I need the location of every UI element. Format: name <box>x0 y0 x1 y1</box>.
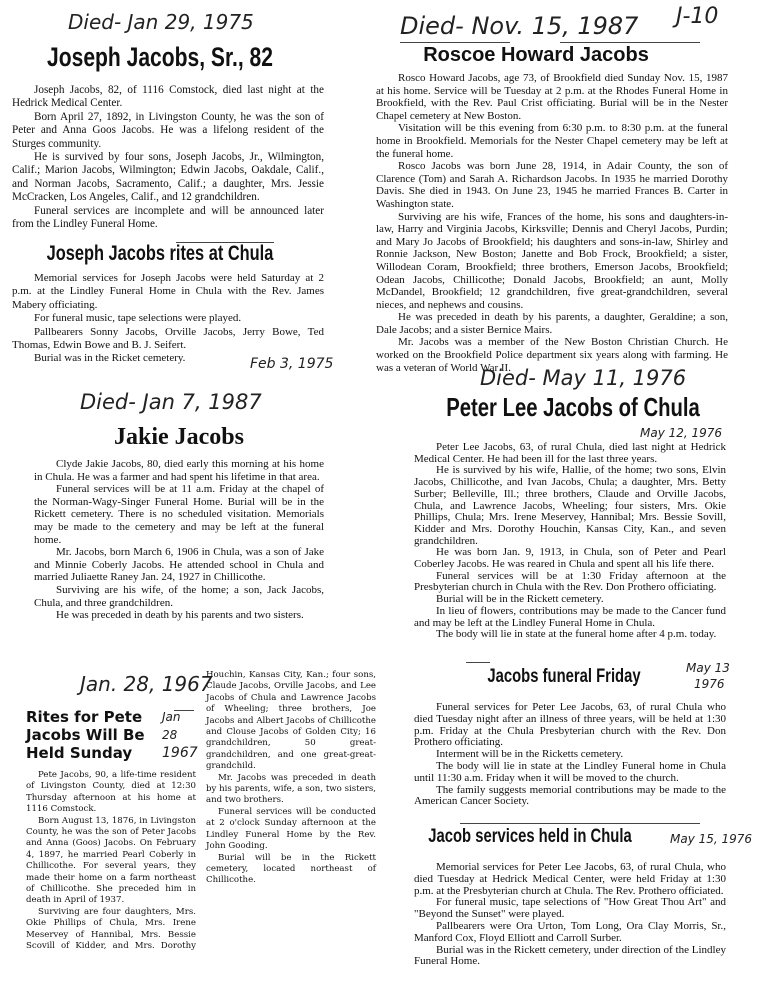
handwritten-date: Died- Jan 7, 1987 <box>80 390 262 414</box>
paragraph: Funeral services for Peter Lee Jacobs, 63, of rural Chula who died Tuesday night after an illness of three years, will be held at 1:30 p.m. Friday at the Chula Presbyterian church with the Rev. Don Prothero officiating. <box>414 701 726 749</box>
paragraph: Funeral services will be at 11 a.m. Friday at the chapel of the Norman-Wagy-Singer Funeral Home. Burial will be in the Rickett cemetery. There is no scheduled visitation. Memorials may be made to the cemetery and may be left at the funeral home. <box>34 483 324 546</box>
handwritten-date: Jan. 28, 1967 <box>80 672 213 696</box>
paragraph: Rosco Jacobs was born June 28, 1914, in Adair County, the son of Clarence (Tom) and Sarah A. Richardson Jacobs. In 1935 he married Dorothy Davis. She died in 1943. On June 23, 1945 he married Frances B. Carter in Washington state. <box>376 160 728 210</box>
paragraph: Burial will be in the Rickett cemetery, located northeast of Chillicothe. <box>206 852 376 886</box>
paragraph: Peter Lee Jacobs, 63, of rural Chula, died last night at Hedrick Medical Center. He had been ill for the last three years. <box>414 441 726 465</box>
note-line: 1967 <box>162 745 198 761</box>
handwritten-date: Died- Jan 29, 1975 <box>68 10 254 34</box>
paragraph: He was preceded in death by his parents, a daughter, Geraldine; a son, Dale Jacobs; and a sister Bernice Mairs. <box>376 311 728 336</box>
paragraph: He was born Jan. 9, 1913, in Chula, son of Peter and Pearl Coberley Jacobs. He was reared in Chula and spent all his life there. <box>414 546 726 571</box>
paragraph: Clyde Jakie Jacobs, 80, died early this morning at his home in Chula. He was a farmer and had spent his lifetime in that area. <box>34 458 324 483</box>
paragraph: Mr. Jacobs was preceded in death by his parents, wife, a son, two sisters, and two brothers. <box>206 772 376 806</box>
headline: Jacob services held in Chula <box>428 826 632 847</box>
paragraph: Born April 27, 1892, in Livingston County, he was the son of Peter and Anna Goos Jacobs. He was a lifelong resident of the Sturges community. <box>12 110 324 150</box>
paragraph: He is survived by four sons, Joseph Jacobs, Jr., Wilmington, Calif.; Marion Jacobs, Wilmington; Edwin Jacobs, Oakdale, Calif., and Norman Jacobs, Sacramento, Calif.; a daughter, Mrs. Jessie McCracken, Los Angeles, Calif., and 12 grandchildren. <box>12 151 324 204</box>
paragraph: Rosco Howard Jacobs, age 73, of Brookfield died Sunday Nov. 15, 1987 at his home. Service will be Tuesday at 2 p.m. at the Rhodes Funeral Home in Brookfield, with the Rev. Paul Crist officiating. Burial will be in the Nester Chapel cemetery at New Boston. <box>376 72 728 122</box>
paragraph: In lieu of flowers, contributions may be made to the Cancer fund and may be left at the Lindley Funeral Home in Chula. <box>414 604 726 629</box>
paragraph: The family suggests memorial contributions may be made to the American Cancer Society. <box>414 783 726 808</box>
divider <box>400 42 510 43</box>
paragraph: Funeral services will be conducted at 2 o'clock Sunday afternoon at the Lindley Funeral Home by the Rev. John Gooding. <box>206 806 376 852</box>
page-marker: J-10 <box>676 4 719 29</box>
paragraph: Pallbearers were Ora Urton, Tom Long, Ora Clay Morris, Sr., Manford Cox, Floyd Elliott and Carroll Surber. <box>414 919 726 944</box>
handwritten-note <box>686 660 730 692</box>
handwritten-note: Feb 3, 1975 <box>250 356 334 372</box>
article-body <box>12 272 324 366</box>
handwritten-date: Died- Nov. 15, 1987 <box>400 12 639 40</box>
headline: Peter Lee Jacobs of Chula <box>446 392 700 422</box>
note-line: May 13 <box>686 661 730 675</box>
article-body <box>414 702 726 808</box>
paragraph: Surviving are his wife, Frances of the home, his sons and daughters-in-law, Harry and Virginia Jacobs, Kirksville; Dennis and Cheryl Jacobs, Purdin; and Mary Jo Jacobs of Brookfield; his daughters and sons-in-law, Shirley and Ronnie Jackson, New Boston; Janette and Bob Frock, Brookfield; a sister, Willodean Coram, Brookfield; three brothers, Emerson Jacobs, Brookfield; Odean Jacobs, Chillicothe; Donald Jacobs, Brookfield; an aunt, Molly McDandel, Brookfield; 12 grandchildren, five great-grandchildren, several nieces, and nephews and cousins. <box>376 210 728 311</box>
headline: Jacobs funeral Friday <box>487 666 641 687</box>
article-body <box>376 72 728 374</box>
note-line: 28 <box>162 728 178 742</box>
article-body <box>34 458 324 622</box>
paragraph: Mr. Jacobs, born March 6, 1906 in Chula, was a son of Jake and Minnie Coberly Jacobs. He attended school in Chula and married Juliaette Raney Jan. 24, 1927 in Chillicothe. <box>34 546 324 584</box>
paragraph: Burial was in the Ricket cemetery. <box>34 352 186 365</box>
paragraph: For funeral music, tape selections were played. <box>34 312 242 325</box>
headline: Jakie Jacobs <box>113 424 244 450</box>
article-body <box>12 84 324 231</box>
paragraph: Surviving are four daughters, Mrs. Okie Phillips of Chula, Mrs. Irene Meservey of Hannibal, Mrs. Bessie Scovill of Kidder, and Mrs. Dorothy Houchin, Kansas City, Kan.; four sons, Claude Jacobs, Orville Jacobs, and Lee Jacobs of Chula and Lawrence Jacobs of Wheeling; three brothers, Joe Jacobs and Albert Jacobs of Chillicothe and Clouse Jacobs of Golden City; 16 grandchildren, 50 great-grandchildren, and one great-great-grandchild. <box>26 670 376 952</box>
headline-line: Held Sunday <box>26 744 133 762</box>
paragraph: Mr. Jacobs was a member of the New Boston Christian Church. He worked on the Brookfield Police department six years along with farming. He was a veteran of World War II. <box>376 336 728 374</box>
handwritten-note: May 12, 1976 <box>640 426 723 440</box>
paragraph: Surviving are his wife, of the home; a son, Jack Jacobs, Chula, and three grandchildren. <box>34 583 324 609</box>
paragraph: Born August 13, 1876, in Livingston County, he was the son of Peter Jacobs and Anna (Goos) Jacobs. On February 4, 1897, he married Pearl Coberly in Chillicothe. For several years, they made their home on a farm northeast of Chillicothe. She preceded him in death in April of 1937. <box>26 815 196 906</box>
paragraph: Funeral services are incomplete and will be announced later from the Lindley Funeral Home. <box>12 204 324 231</box>
paragraph: Interment will be in the Ricketts cemetery. <box>436 748 624 761</box>
headline: Joseph Jacobs, Sr., 82 <box>47 42 273 72</box>
headline: Roscoe Howard Jacobs <box>423 44 649 66</box>
handwritten-note: May 15, 1976 <box>670 832 753 846</box>
paragraph: Burial was in the Rickett cemetery, under direction of the Lindley Funeral Home. <box>414 943 726 968</box>
paragraph: Burial will be in the Rickett cemetery. <box>436 593 604 606</box>
note-line: Jan <box>162 710 181 724</box>
divider <box>466 662 490 663</box>
paragraph: He was preceded in death by his parents and two sisters. <box>56 609 304 622</box>
article-body <box>414 442 726 641</box>
divider <box>560 42 700 43</box>
paragraph: The body will lie in state at the Lindley Funeral home in Chula until 11:30 a.m. Friday when it will be moved to the church. <box>414 759 726 784</box>
article-body <box>26 670 376 960</box>
paragraph: Funeral services will be at 1:30 Friday afternoon at the Presbyterian church in Chula with the Rev. Don Prothero officiating. <box>414 569 726 594</box>
paragraph: The body will lie in state at the funeral home after 4 p.m. today. <box>436 628 717 641</box>
article-body <box>414 862 726 968</box>
paragraph: For funeral music, tape selections of "How Great Thou Art" and "Beyond the Sunset" were played. <box>414 896 726 921</box>
paragraph: Visitation will be this evening from 6:30 p.m. to 8:30 p.m. at the funeral home in Brookfield. Memorials for the Nester Chapel cemetery may be left at the funeral home. <box>376 122 728 160</box>
paragraph: Memorial services for Joseph Jacobs were held Saturday at 2 p.m. at the Lindley Funeral Home in Chula with the Rev. James Mabery officiating. <box>12 272 324 311</box>
paragraph: Pete Jacobs, 90, a life-time resident of Livingston County, died at 12:30 Thursday afternoon at his home at 1116 Comstock. <box>26 770 196 815</box>
headline: Joseph Jacobs rites at Chula <box>46 242 274 265</box>
headline-line: Jacobs Will Be <box>26 726 145 744</box>
divider <box>460 823 700 824</box>
note-line: 1976 <box>694 677 725 691</box>
paragraph: Memorial services for Peter Lee Jacobs, 63, of rural Chula, who died Tuesday at Hedrick Medical Center, were held Friday at 1:30 p.m. at the Presbyterian church at Chula. The Rev. Prothero officiated. <box>414 861 726 897</box>
handwritten-date: Died- May 11, 1976 <box>480 366 687 390</box>
paragraph: Pallbearers Sonny Jacobs, Orville Jacobs, Jerry Bowe, Ted Thomas, Edwin Bowe and B. J. Seifert. <box>12 325 324 352</box>
headline-line: Rites for Pete <box>26 708 143 726</box>
paragraph: He is survived by his wife, Hallie, of the home; two sons, Elvin Jacobs, Chillicothe, and Ivan Jacobs, Chula; a daughter, Mrs. Betty Surber; Belleville, Ill.; three brothers, Claude and Orville Jacobs, Chula, and Lawrence Jacobs, Wheeling; four sisters, Mrs. Okie Phillips, Chula; Mrs. Irene Meservey, Hannibal; Mrs. Bessie Sovill, Kidder and Mrs. Dorothy Houchin, Kansas City, Kan., and seven grandchildren. <box>414 464 726 547</box>
paragraph: Joseph Jacobs, 82, of 1116 Comstock, died last night at the Hedrick Medical Center. <box>12 84 324 110</box>
